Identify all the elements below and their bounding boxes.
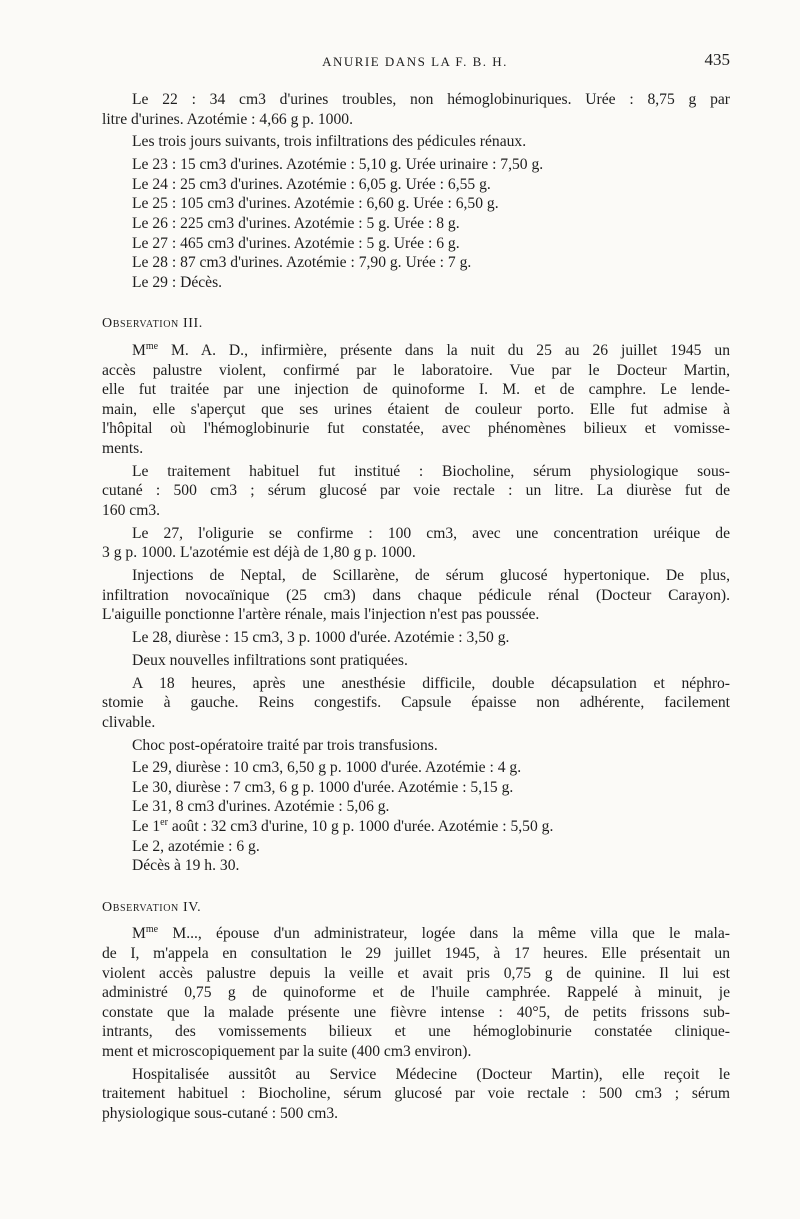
text-line: 160 cm3. bbox=[102, 501, 161, 519]
text-line: Le traitement habituel fut institué : Biocholine, sérum physiologique sous- bbox=[132, 462, 730, 480]
paragraph bbox=[102, 628, 730, 648]
text-line: ments. bbox=[102, 439, 144, 457]
daily-entries bbox=[102, 758, 730, 876]
text-line: Deux nouvelles infiltrations sont pratiquées. bbox=[132, 651, 408, 669]
paragraph bbox=[102, 651, 730, 671]
text-line: stomie à gauche. Reins congestifs. Capsule épaisse non adhérente, facilement bbox=[102, 694, 730, 712]
section-heading: Observation IV. bbox=[102, 899, 202, 915]
paragraph bbox=[102, 566, 730, 625]
daily-entry: Le 25 : 105 cm3 d'urines. Azotémie : 6,60 g. Urée : 6,50 g. bbox=[132, 195, 499, 213]
text-line: 3 g p. 1000. L'azotémie est déjà de 1,80 g p. 1000. bbox=[102, 544, 416, 562]
body-text bbox=[102, 90, 730, 1124]
text-line: cutané : 500 cm3 ; sérum glucosé par voie rectale : un litre. La diurèse fut de bbox=[102, 482, 730, 500]
text-line: litre d'urines. Azotémie : 4,66 g p. 1000. bbox=[102, 110, 353, 128]
line-text: août : 32 cm3 d'urine, 10 g p. 1000 d'urée. Azotémie : 5,50 g. bbox=[167, 818, 554, 836]
line-prefix: M bbox=[132, 341, 146, 359]
text-line: Injections de Neptal, de Scillarène, de sérum glucosé hypertonique. De plus, bbox=[132, 567, 730, 584]
text-line: clivable. bbox=[102, 713, 156, 731]
text-line: Hospitalisée aussitôt au Service Médecine (Docteur Martin), elle reçoit le bbox=[132, 1065, 730, 1083]
daily-entry: Le 29, diurèse : 10 cm3, 6,50 g p. 1000 d'urée. Azotémie : 4 g. bbox=[132, 759, 522, 777]
text-line: intrants, des vomissements bilieux et une hémoglobinurie constatée clinique- bbox=[102, 1023, 730, 1041]
text-line: Le 27, l'oligurie se confirme : 100 cm3, avec une concentration uréique de bbox=[132, 524, 730, 542]
superscript: er bbox=[160, 816, 168, 828]
daily-entry: Le 30, diurèse : 7 cm3, 6 g p. 1000 d'urée. Azotémie : 5,15 g. bbox=[132, 778, 514, 796]
text-line bbox=[102, 924, 730, 944]
superscript: me bbox=[145, 924, 159, 936]
text-line: A 18 heures, après une anesthésie difficile, double décapsulation et néphro- bbox=[132, 674, 730, 692]
text-line: violent accès palustre depuis la veille et avait pris 0,75 g de quinine. Il lui est bbox=[102, 964, 730, 982]
daily-entry: Le 28 : 87 cm3 d'urines. Azotémie : 7,90 g. Urée : 7 g. bbox=[132, 254, 472, 272]
spacer bbox=[102, 917, 730, 924]
daily-entry: Le 24 : 25 cm3 d'urines. Azotémie : 6,05 g. Urée : 6,55 g. bbox=[132, 175, 491, 193]
text-line: l'hôpital où l'hémoglobinurie fut constatée, avec phénomènes bilieux et vomisse- bbox=[102, 420, 730, 438]
paragraph bbox=[102, 736, 730, 756]
daily-entry: Le 31, 8 cm3 d'urines. Azotémie : 5,06 g. bbox=[132, 798, 390, 816]
line-text: M. A. D., infirmière, présente dans la nuit du 25 au 26 juillet 1945 un bbox=[158, 341, 730, 359]
paragraph bbox=[102, 524, 730, 563]
text-line: physiologique sous-cutané : 500 cm3. bbox=[102, 1104, 339, 1122]
spacer bbox=[102, 334, 730, 341]
text-line: administré 0,75 g de quinoforme et de l'huile camphrée. Rappelé à minuit, je bbox=[102, 984, 730, 1002]
page-header bbox=[100, 50, 730, 74]
text-line: Les trois jours suivants, trois infiltrations des pédicules rénaux. bbox=[132, 133, 527, 151]
text-line: de I, m'appela en consultation le 29 juillet 1945, à 17 heures. Elle présentait un bbox=[102, 945, 730, 963]
section-heading: Observation III. bbox=[102, 316, 203, 332]
text-line: accès palustre violent, confirmé par le laboratoire. Vue par le Docteur Martin, bbox=[102, 361, 730, 379]
text-line: constate que la malade présente une fièvre intense : 40°5, de petits frissons sub- bbox=[102, 1003, 730, 1021]
text-line: Le 22 : 34 cm3 d'urines troubles, non hémoglobinuriques. Urée : 8,75 g par bbox=[132, 91, 730, 108]
page-number: 435 bbox=[704, 50, 730, 69]
running-title: ANURIE DANS LA F. B. H. bbox=[322, 54, 508, 69]
paragraph bbox=[102, 132, 730, 152]
text-line: L'aiguille ponctionne l'artère rénale, mais l'injection n'est pas poussée. bbox=[102, 606, 540, 624]
daily-entry: Décès à 19 h. 30. bbox=[132, 857, 240, 875]
paragraph bbox=[102, 462, 730, 521]
text-line: main, elle s'aperçut que ses urines étaient de couleur porto. Elle fut admise à bbox=[102, 400, 730, 418]
daily-entry: Le 27 : 465 cm3 d'urines. Azotémie : 5 g. Urée : 6 g. bbox=[132, 234, 460, 252]
text-line: infiltration novocaïnique (25 cm3) dans chaque pédicule rénal (Docteur Carayon). bbox=[102, 586, 730, 604]
daily-entries bbox=[102, 155, 730, 292]
text-line: ment et microscopiquement par la suite (400 cm3 environ). bbox=[102, 1043, 472, 1060]
spacer bbox=[102, 876, 730, 898]
line-prefix: Le 1 bbox=[132, 818, 161, 836]
text-line: Le 28, diurèse : 15 cm3, 3 p. 1000 d'urée. Azotémie : 3,50 g. bbox=[132, 628, 510, 646]
daily-entry: Le 23 : 15 cm3 d'urines. Azotémie : 5,10 g. Urée urinaire : 7,50 g. bbox=[132, 156, 544, 174]
line-text: M..., épouse d'un administrateur, logée dans la même villa que le mala- bbox=[158, 925, 730, 943]
text-line: Choc post-opératoire traité par trois transfusions. bbox=[132, 736, 438, 754]
superscript: me bbox=[145, 340, 159, 352]
paragraph bbox=[102, 341, 730, 459]
spacer bbox=[102, 292, 730, 314]
text-line: elle fut traitée par une injection de quinoforme I. M. et de camphre. Le lende- bbox=[102, 381, 730, 399]
paragraph bbox=[102, 1065, 730, 1124]
daily-entry: Le 26 : 225 cm3 d'urines. Azotémie : 5 g. Urée : 8 g. bbox=[132, 214, 460, 232]
daily-entry: Le 2, azotémie : 6 g. bbox=[132, 837, 260, 855]
paragraph bbox=[102, 90, 730, 129]
daily-entry bbox=[102, 817, 730, 837]
line-prefix: M bbox=[132, 925, 146, 943]
paragraph bbox=[102, 924, 730, 1061]
text-line: traitement habituel : Biocholine, sérum glucosé par voie rectale : 500 cm3 ; sérum bbox=[102, 1085, 730, 1103]
text-line bbox=[102, 341, 730, 361]
daily-entry: Le 29 : Décès. bbox=[132, 273, 223, 291]
paragraph bbox=[102, 674, 730, 733]
